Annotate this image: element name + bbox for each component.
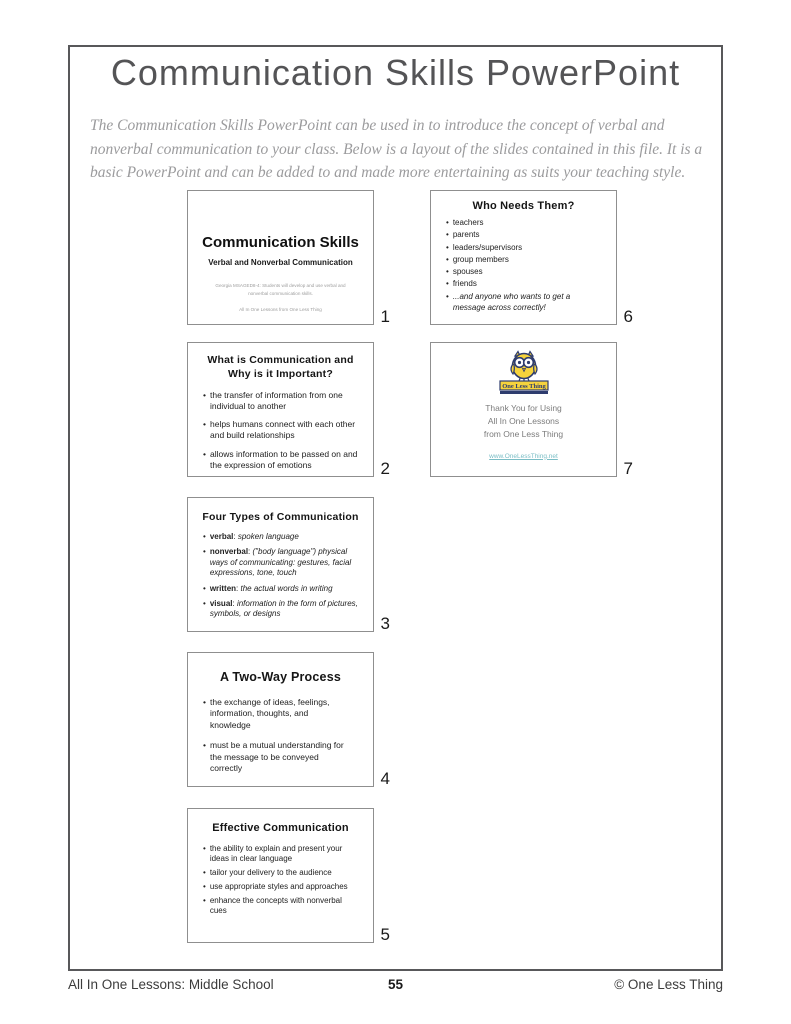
bullet-separator: :	[232, 598, 237, 608]
slide-number-1: 1	[380, 307, 390, 326]
bullet-icon: •	[203, 868, 206, 878]
slide2-title-line2: Why is it Important?	[228, 368, 333, 381]
list-item	[203, 584, 365, 594]
list-item	[203, 896, 365, 917]
list-item	[446, 230, 608, 241]
bullet-text: must be a mutual understanding for the message to be conveyed correctly	[209, 740, 344, 774]
bullet-icon: •	[446, 279, 449, 289]
list-item	[203, 844, 365, 865]
bullet-text: friends	[452, 279, 477, 289]
bullet-icon: •	[446, 230, 449, 240]
footer-series-label: All In One Lessons: Middle School	[68, 977, 274, 992]
footer-copyright: © One Less Thing	[614, 977, 723, 992]
list-item	[446, 218, 608, 229]
slide2-bullet-list	[188, 390, 373, 470]
list-item	[203, 740, 365, 774]
slide-number-6: 6	[623, 307, 633, 326]
bullet-text: allows information to be passed on and the expression of emotions	[209, 448, 358, 470]
bullet-icon: •	[203, 583, 206, 593]
list-item	[203, 868, 365, 878]
bullet-text: parents	[452, 230, 480, 240]
bullet-desc: the actual words in writing	[240, 583, 333, 593]
slide2-title-line1: What is Communication and	[207, 354, 354, 366]
slide4-title: A Two-Way Process	[219, 670, 342, 684]
slide-number-2: 2	[380, 459, 390, 478]
bullet-term: written	[209, 583, 237, 593]
bullet-term: visual	[209, 598, 233, 608]
bullet-icon: •	[203, 882, 206, 892]
list-item	[203, 697, 365, 731]
bullet-text: leaders/supervisors	[452, 242, 523, 252]
slide-thumbnail-7	[430, 342, 633, 478]
bullet-icon: •	[203, 844, 206, 853]
list-item	[203, 599, 365, 620]
slide-thumbnail-4	[187, 652, 390, 788]
slide7-line3: from One Less Thing	[483, 429, 564, 440]
slide1-title: Communication Skills	[202, 234, 359, 251]
bullet-icon: •	[203, 547, 206, 557]
list-item	[446, 255, 608, 266]
slide7-line2: All In One Lessons	[487, 416, 560, 427]
bullet-text: tailor your delivery to the audience	[209, 868, 332, 878]
one-less-thing-owl-logo	[492, 350, 556, 396]
bullet-icon: •	[203, 598, 206, 608]
slide3-bullet-list	[188, 532, 373, 620]
slide-thumbnail-6	[430, 190, 633, 326]
slide5-title: Effective Communication	[212, 822, 349, 834]
slide7-line1: Thank You for Using	[485, 403, 562, 413]
bullet-icon: •	[446, 291, 449, 301]
bullet-separator: :	[248, 547, 253, 557]
bullet-text: group members	[452, 254, 509, 264]
list-item	[203, 532, 365, 542]
list-item	[203, 547, 365, 578]
slide2-title	[188, 353, 373, 381]
bullet-term: nonverbal	[209, 547, 249, 557]
bullet-text: teachers	[452, 218, 484, 227]
slide6-title: Who Needs Them?	[472, 200, 575, 212]
bullet-text-italic: ...and anyone who wants to get a message across correctly!	[452, 291, 571, 312]
slide-number-7: 7	[623, 459, 633, 478]
footer-page-number: 55	[387, 977, 404, 992]
bullet-icon: •	[446, 218, 449, 227]
bullet-icon: •	[203, 390, 206, 401]
slide3-title: Four Types of Communication	[202, 511, 359, 523]
slide1-standard-text: Georgia MSAGED8-4: Students will develop and use verbal and nonverbal communication skills.	[215, 283, 346, 296]
list-item	[203, 390, 365, 412]
list-item	[203, 419, 365, 441]
bullet-icon: •	[203, 419, 206, 430]
list-item	[203, 882, 365, 892]
bullet-text: spouses	[452, 267, 483, 277]
list-item	[446, 243, 608, 254]
slide1-credit-text: All In One Lessons from One Less Thing	[239, 306, 322, 312]
bullet-icon: •	[203, 448, 206, 459]
list-item	[446, 292, 608, 314]
list-item	[203, 449, 365, 471]
intro-paragraph: The Communication Skills PowerPoint can be used in to introduce the concept of verbal and nonverbal communication to your class. Below is a layout of the slides contained in this file. It is a basic PowerPoint and can be added to and made more entertaining as suits your teaching style.	[90, 117, 703, 182]
bullet-icon: •	[446, 254, 449, 264]
slide-number-4: 4	[380, 769, 390, 788]
bullet-icon: •	[446, 242, 449, 252]
bullet-desc: information in the form of pictures, symbols, or designs	[209, 598, 358, 619]
slide-thumbnail-5	[187, 808, 390, 944]
bullet-separator: :	[233, 532, 238, 541]
bullet-icon: •	[203, 532, 206, 541]
bullet-text: the ability to explain and present your ideas in clear language	[209, 844, 343, 864]
slide1-subtitle: Verbal and Nonverbal Communication	[208, 258, 353, 267]
bullet-text: the transfer of information from one individual to another	[209, 390, 343, 412]
bullet-icon: •	[446, 267, 449, 277]
bullet-desc: ("body language") physical ways of communicating: gestures, facial expressions, tone, touch	[209, 547, 352, 578]
bullet-separator: :	[236, 583, 241, 593]
bullet-icon: •	[203, 697, 206, 707]
bullet-text: the exchange of ideas, feelings, information, thoughts, and knowledge	[209, 697, 330, 730]
bullet-text: enhance the concepts with nonverbal cues	[209, 896, 342, 916]
bullet-text: helps humans connect with each other and build relationships	[209, 419, 356, 441]
slide-thumbnail-3	[187, 497, 390, 633]
slide-number-5: 5	[380, 925, 390, 944]
slide4-bullet-list	[188, 697, 373, 775]
page-title: Communication Skills PowerPoint	[110, 52, 681, 93]
list-item	[446, 279, 608, 290]
bullet-term: verbal	[209, 532, 234, 541]
bullet-icon: •	[203, 740, 206, 751]
slide6-bullet-list	[431, 218, 616, 313]
bullet-text: use appropriate styles and approaches	[209, 882, 348, 892]
slide-number-3: 3	[380, 614, 390, 633]
logo-banner-text: One Less Thing	[501, 383, 546, 390]
bullet-icon: •	[203, 896, 206, 906]
list-item	[446, 267, 608, 278]
website-link: www.OneLessThing.net	[489, 452, 558, 460]
bullet-desc: spoken language	[237, 532, 299, 541]
slide-thumbnail-2	[187, 342, 390, 478]
slide-thumbnail-1	[187, 190, 390, 326]
slide7-thankyou-text	[431, 402, 616, 442]
slide5-bullet-list	[188, 844, 373, 917]
